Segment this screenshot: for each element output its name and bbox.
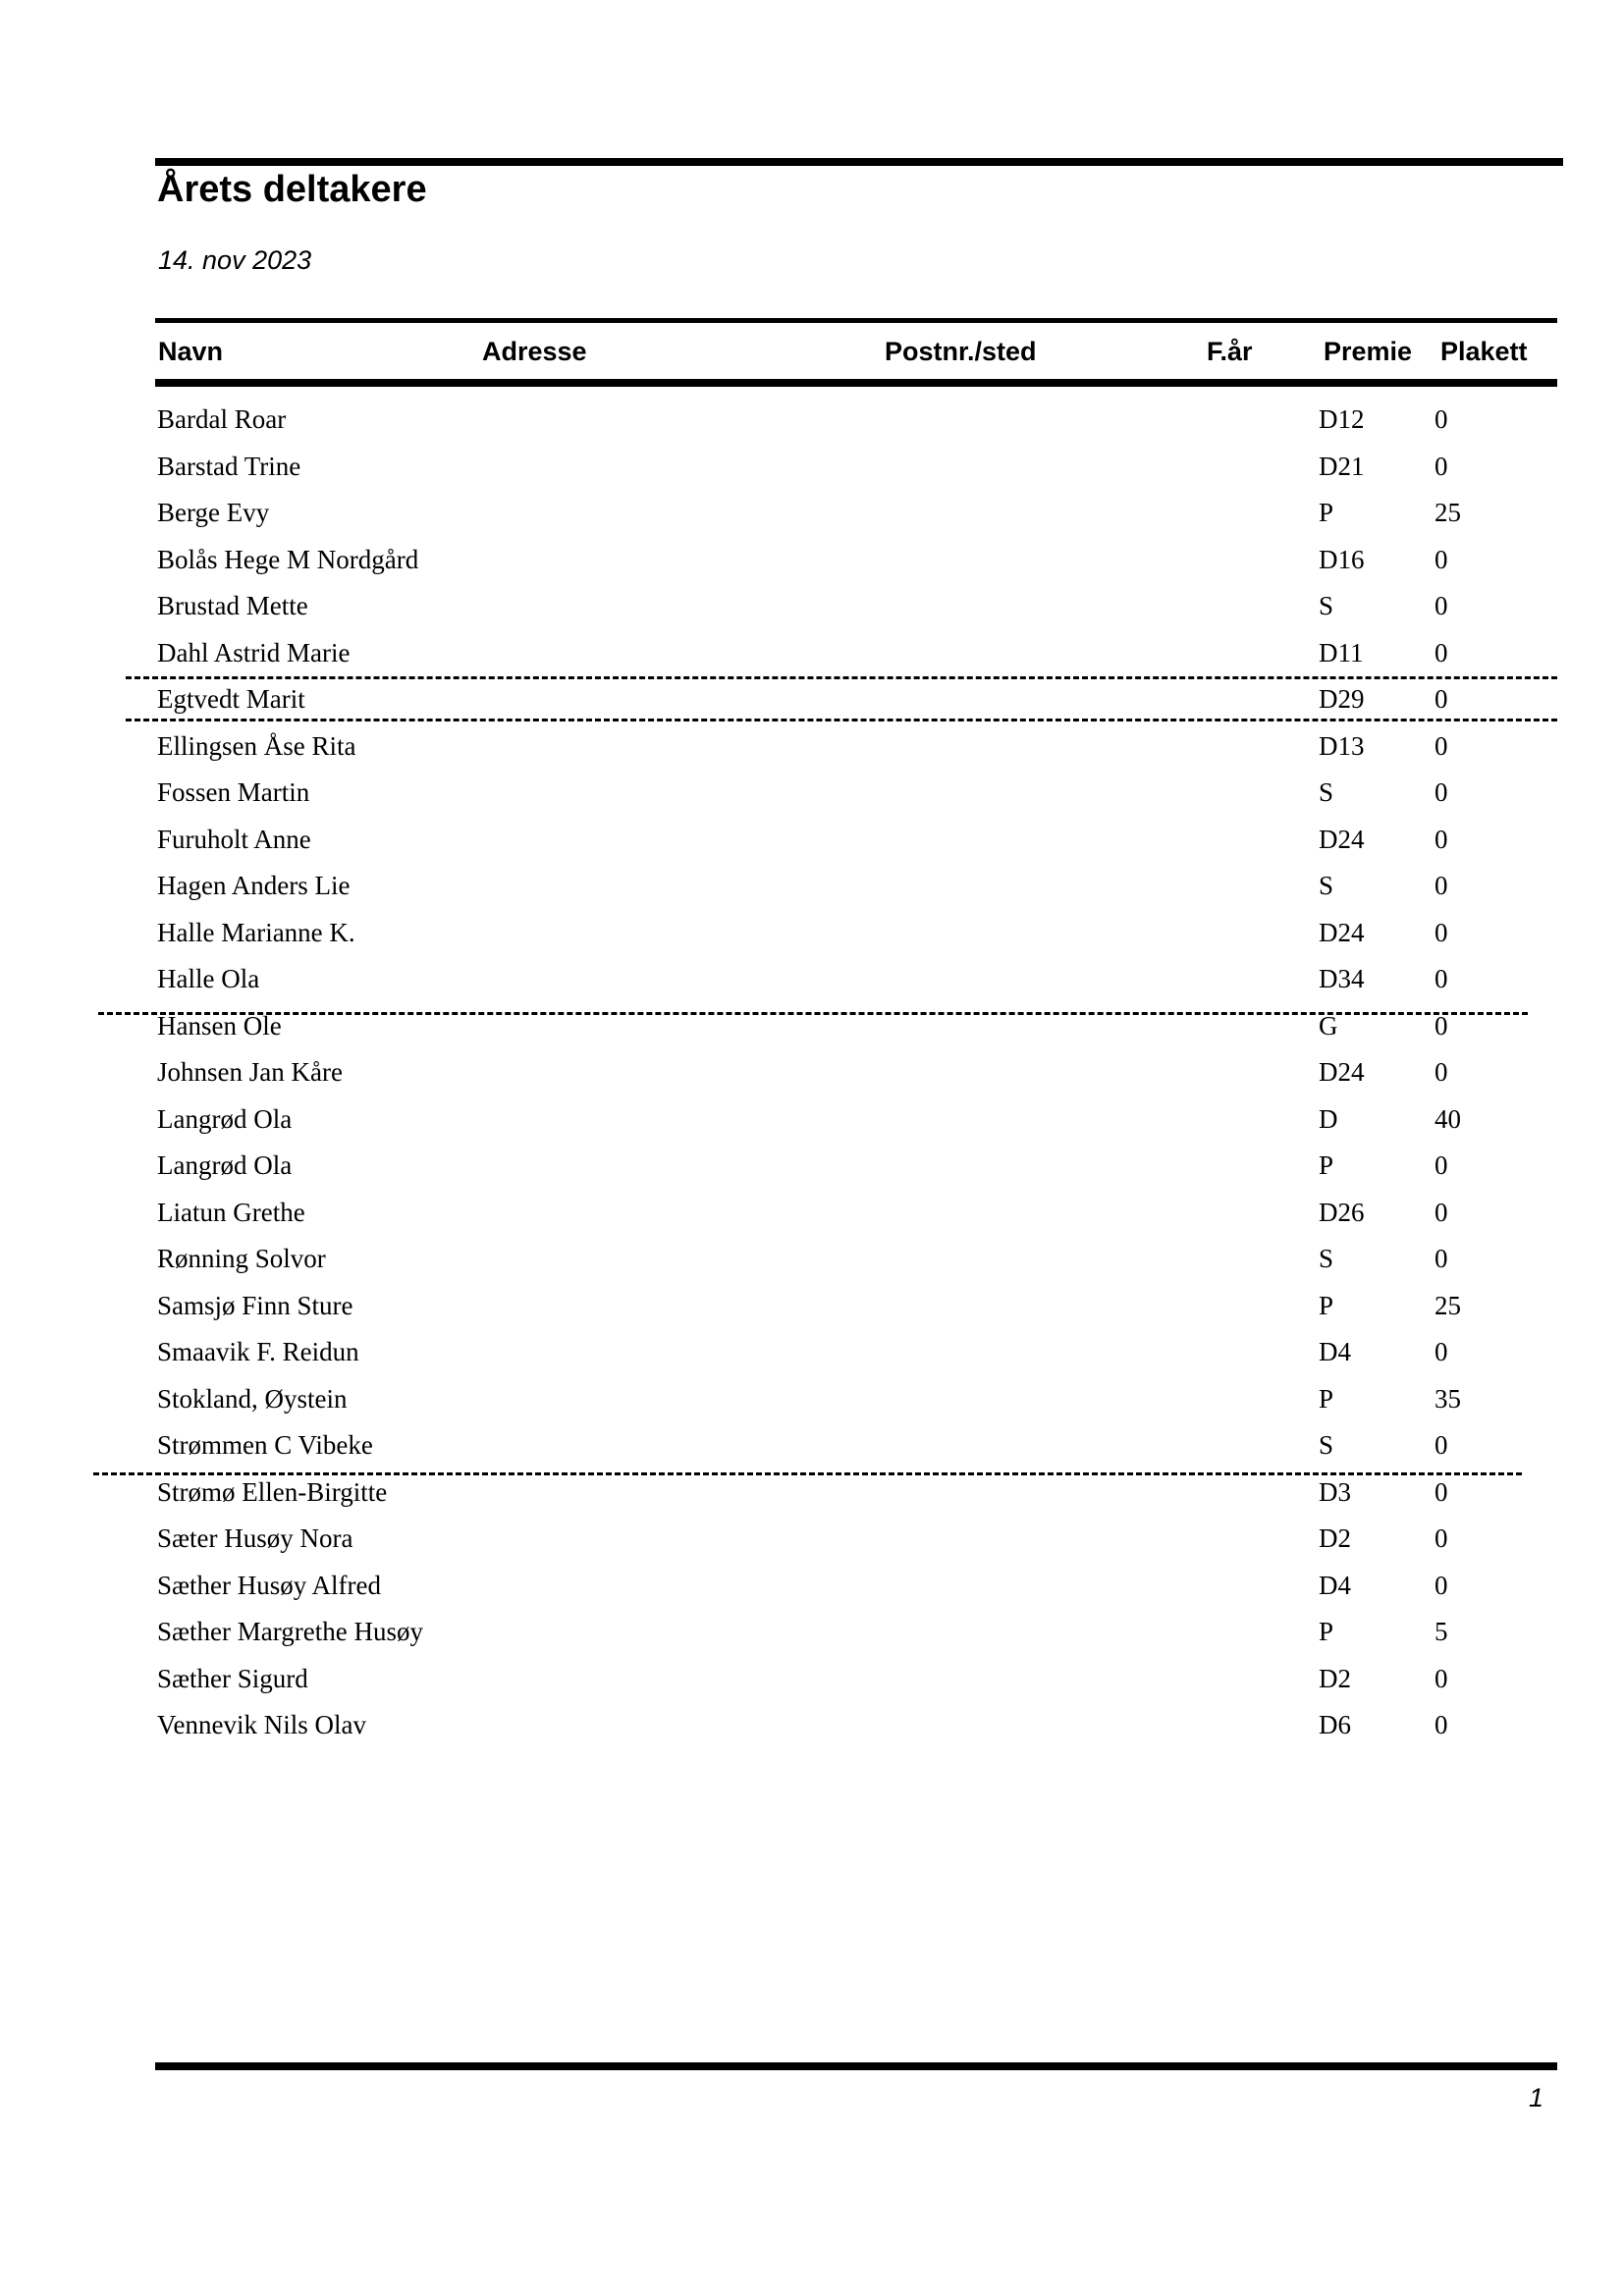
- table-header-top-rule: [155, 318, 1557, 323]
- table-row: [0, 727, 1624, 774]
- column-header-prize: Premie: [1324, 337, 1413, 366]
- table-row: [0, 634, 1624, 681]
- participant-prize: P: [1319, 1290, 1334, 1320]
- participant-prize: P: [1319, 1617, 1334, 1646]
- participant-prize: D34: [1319, 964, 1365, 993]
- participant-name: Brustad Mette: [157, 591, 308, 620]
- participant-plaque: 0: [1435, 1057, 1448, 1087]
- participant-name: Egtvedt Marit: [157, 684, 305, 714]
- participant-name: Sæther Husøy Alfred: [157, 1570, 381, 1600]
- participant-name: Vennevik Nils Olav: [157, 1710, 366, 1739]
- participant-name: Langrød Ola: [157, 1150, 293, 1180]
- participant-name: Stokland, Øystein: [157, 1383, 348, 1414]
- table-row: [0, 494, 1624, 541]
- participant-name: Hansen Ole: [157, 1010, 282, 1041]
- participant-prize: S: [1319, 1430, 1334, 1460]
- table-row: [0, 1613, 1624, 1660]
- participant-plaque: 0: [1435, 1197, 1448, 1227]
- column-header-address: Adresse: [482, 337, 587, 366]
- participant-prize: S: [1319, 777, 1334, 807]
- participant-plaque: 0: [1435, 591, 1448, 620]
- table-row: [0, 914, 1624, 961]
- participant-plaque: 0: [1435, 730, 1448, 761]
- report-date: 14. nov 2023: [158, 245, 312, 275]
- participant-list: [0, 400, 1624, 1753]
- participant-plaque: 0: [1435, 684, 1448, 714]
- participant-name: Rønning Solvor: [157, 1244, 326, 1273]
- table-row: [0, 400, 1624, 448]
- participant-plaque: 40: [1435, 1103, 1461, 1134]
- participant-prize: D24: [1319, 824, 1365, 854]
- participant-name: Halle Marianne K.: [157, 917, 355, 947]
- participant-prize: D16: [1319, 544, 1365, 574]
- participant-prize: D11: [1319, 637, 1364, 667]
- participant-plaque: 0: [1435, 777, 1448, 807]
- participant-plaque: 0: [1435, 1476, 1448, 1507]
- participant-prize: D13: [1319, 730, 1365, 761]
- table-row: [0, 960, 1624, 1007]
- participant-name: Sæther Margrethe Husøy: [157, 1617, 423, 1646]
- participant-prize: D4: [1319, 1570, 1351, 1600]
- table-row: [0, 1100, 1624, 1148]
- table-row: [0, 1333, 1624, 1380]
- participant-name: Langrød Ola: [157, 1103, 293, 1134]
- participant-prize: D21: [1319, 451, 1365, 481]
- participant-prize: P: [1319, 1150, 1334, 1180]
- participant-plaque: 0: [1435, 451, 1448, 481]
- participant-prize: D4: [1319, 1337, 1351, 1366]
- report-title: Årets deltakere: [157, 169, 427, 210]
- table-row: [0, 1053, 1624, 1100]
- participant-prize: P: [1319, 498, 1334, 527]
- table-row: [0, 541, 1624, 588]
- table-row: [0, 774, 1624, 821]
- table-row: [0, 1426, 1624, 1473]
- participant-name: Smaavik F. Reidun: [157, 1337, 359, 1366]
- participant-name: Liatun Grethe: [157, 1197, 305, 1227]
- table-row: [0, 821, 1624, 868]
- dashed-separator: [126, 719, 1557, 721]
- participant-plaque: 0: [1435, 544, 1448, 574]
- participant-plaque: 0: [1435, 917, 1448, 947]
- dashed-separator: [93, 1472, 1522, 1475]
- table-row: [0, 1380, 1624, 1427]
- column-header-birth-year: F.år: [1207, 337, 1253, 366]
- participant-prize: D12: [1319, 404, 1365, 434]
- table-row: [0, 1706, 1624, 1753]
- participant-name: Furuholt Anne: [157, 824, 311, 854]
- participant-plaque: 0: [1435, 1010, 1448, 1041]
- participant-name: Samsjø Finn Sture: [157, 1290, 353, 1320]
- participant-prize: D26: [1319, 1197, 1365, 1227]
- participant-name: Bolås Hege M Nordgård: [157, 544, 419, 574]
- participant-plaque: 0: [1435, 1663, 1448, 1693]
- column-header-plaque: Plakett: [1440, 337, 1528, 366]
- participant-prize: D24: [1319, 917, 1365, 947]
- participant-prize: D6: [1319, 1710, 1351, 1739]
- column-header-name: Navn: [158, 337, 224, 366]
- participant-plaque: 25: [1435, 498, 1461, 527]
- participant-name: Hagen Anders Lie: [157, 871, 351, 900]
- participant-plaque: 0: [1435, 1523, 1448, 1553]
- column-header-postal: Postnr./sted: [885, 337, 1037, 366]
- table-row: [0, 1520, 1624, 1567]
- participant-name: Ellingsen Åse Rita: [157, 730, 356, 761]
- participant-prize: D29: [1319, 684, 1365, 714]
- participant-prize: S: [1319, 871, 1334, 900]
- participant-prize: P: [1319, 1383, 1334, 1414]
- table-row: [0, 1147, 1624, 1194]
- top-rule: [155, 158, 1563, 166]
- participant-name: Barstad Trine: [157, 451, 301, 481]
- participant-plaque: 25: [1435, 1290, 1461, 1320]
- participant-name: Bardal Roar: [157, 404, 287, 434]
- participant-plaque: 5: [1435, 1617, 1448, 1646]
- table-row: [0, 1194, 1624, 1241]
- page-number: 1: [1528, 2083, 1543, 2112]
- participant-name: Halle Ola: [157, 964, 260, 993]
- participant-prize: D24: [1319, 1057, 1365, 1087]
- participant-name: Johnsen Jan Kåre: [157, 1057, 343, 1087]
- participant-name: Sæter Husøy Nora: [157, 1523, 353, 1553]
- participant-plaque: 0: [1435, 637, 1448, 667]
- participant-plaque: 0: [1435, 1710, 1448, 1739]
- participant-prize: S: [1319, 1244, 1334, 1273]
- participant-plaque: 0: [1435, 1570, 1448, 1600]
- table-row: [0, 587, 1624, 634]
- dashed-separator: [126, 676, 1557, 679]
- table-header-bottom-rule: [155, 379, 1557, 387]
- participant-prize: D2: [1319, 1663, 1351, 1693]
- participant-name: Sæther Sigurd: [157, 1663, 308, 1693]
- participant-prize: D2: [1319, 1523, 1351, 1553]
- participant-plaque: 0: [1435, 1430, 1448, 1460]
- participant-name: Strømø Ellen-Birgitte: [157, 1476, 388, 1507]
- footer-rule: [155, 2062, 1557, 2070]
- participant-plaque: 0: [1435, 964, 1448, 993]
- participant-prize: D3: [1319, 1476, 1351, 1507]
- table-row: [0, 1240, 1624, 1287]
- participant-name: Dahl Astrid Marie: [157, 637, 351, 667]
- participant-plaque: 0: [1435, 1244, 1448, 1273]
- participant-name: Berge Evy: [157, 498, 270, 527]
- participant-name: Strømmen C Vibeke: [157, 1430, 373, 1460]
- table-row: [0, 1473, 1624, 1521]
- table-row: [0, 448, 1624, 495]
- participant-plaque: 0: [1435, 1150, 1448, 1180]
- participant-prize: D: [1319, 1103, 1338, 1134]
- participant-prize: G: [1319, 1010, 1338, 1041]
- table-row: [0, 1660, 1624, 1707]
- participant-plaque: 0: [1435, 871, 1448, 900]
- table-row: [0, 1567, 1624, 1614]
- table-row: [0, 867, 1624, 914]
- participant-plaque: 0: [1435, 824, 1448, 854]
- participant-name: Fossen Martin: [157, 777, 310, 807]
- participant-plaque: 35: [1435, 1383, 1461, 1414]
- participant-plaque: 0: [1435, 404, 1448, 434]
- participant-prize: S: [1319, 591, 1334, 620]
- table-row: [0, 1287, 1624, 1334]
- dashed-separator: [98, 1012, 1528, 1015]
- participant-plaque: 0: [1435, 1337, 1448, 1366]
